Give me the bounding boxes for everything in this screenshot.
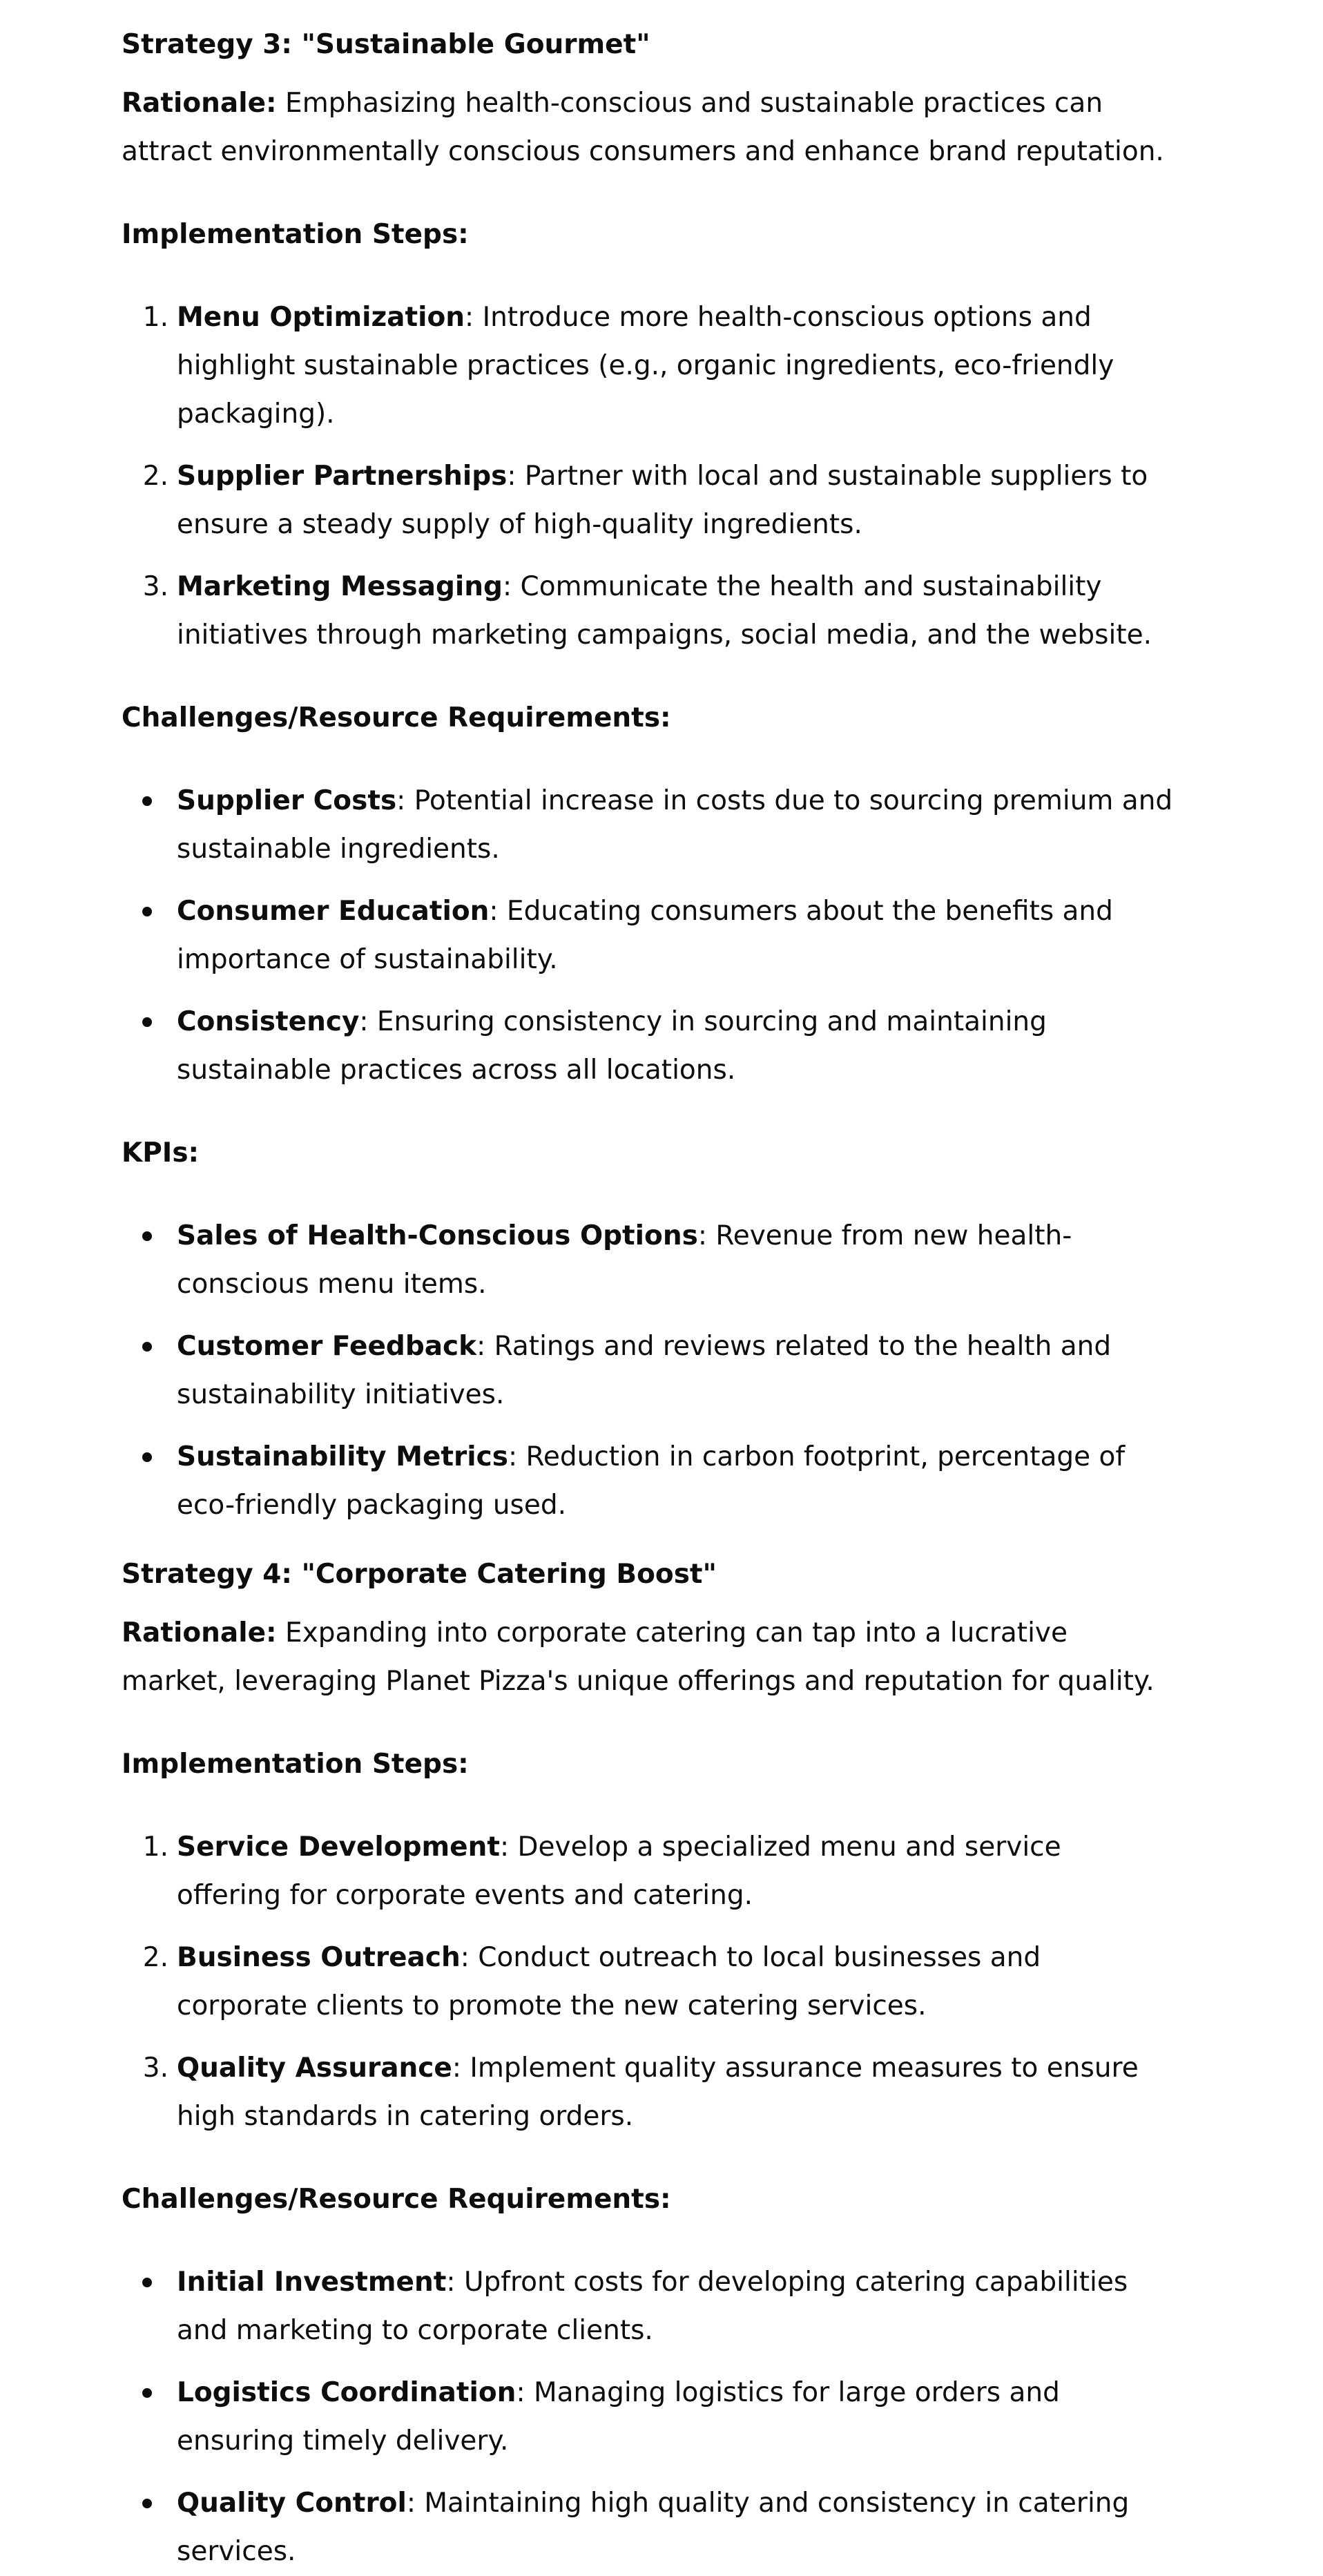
item-text: : Managing logistics for large orders and ensuring timely delivery. <box>177 2377 1060 2457</box>
list-item <box>177 2369 1174 2466</box>
strategy-4-challenges-heading: Challenges/Resource Requirements: <box>122 2184 671 2215</box>
list-item <box>142 1823 1174 1920</box>
strategy-4-title: Strategy 4: "Corporate Catering Boost" <box>122 1559 717 1590</box>
list-item <box>177 777 1174 874</box>
bullet-icon <box>142 1452 152 1462</box>
list-number: 2. <box>142 461 168 492</box>
strategy-3-implementation-list <box>122 294 1174 660</box>
item-term: Sustainability Metrics <box>177 1441 508 1472</box>
item-text: : Communicate the health and sustainability initiatives through marketing campaigns, social media, and the website. <box>177 571 1152 651</box>
list-item <box>177 1212 1174 1309</box>
item-text: : Educating consumers about the benefits and importance of sustainability. <box>177 896 1113 975</box>
list-item <box>142 563 1174 660</box>
list-item <box>142 294 1174 439</box>
strategy-3-rationale <box>122 79 1174 176</box>
rationale-text: Emphasizing health-conscious and sustainable practices can attract environmentally conscious consumers and enhance brand reputation. <box>122 88 1164 167</box>
item-text: : Reduction in carbon footprint, percentage of eco-friendly packaging used. <box>177 1441 1126 1521</box>
item-term: Supplier Partnerships <box>177 461 508 492</box>
item-term: Quality Control <box>177 2488 407 2519</box>
document-body <box>0 21 1174 2576</box>
strategy-3-challenges-list <box>122 777 1174 1095</box>
strategy-4-implementation-list <box>122 1823 1174 2141</box>
list-item <box>177 2258 1174 2355</box>
strategy-3-challenges-heading: Challenges/Resource Requirements: <box>122 702 671 733</box>
item-term: Business Outreach <box>177 1942 461 1973</box>
item-text: : Conduct outreach to local businesses and corporate clients to promote the new catering services. <box>177 1942 1041 2021</box>
bullet-icon <box>142 2499 152 2508</box>
item-term: Marketing Messaging <box>177 571 503 602</box>
list-number: 1. <box>142 1832 168 1863</box>
list-number: 1. <box>142 302 168 333</box>
item-term: Logistics Coordination <box>177 2377 516 2408</box>
item-text: : Partner with local and sustainable suppliers to ensure a steady supply of high-quality ingredients. <box>177 461 1148 540</box>
item-term: Menu Optimization <box>177 302 465 333</box>
list-number: 3. <box>142 571 168 602</box>
list-item <box>177 998 1174 1095</box>
list-item <box>177 1433 1174 1530</box>
item-text: : Ratings and reviews related to the health and sustainability initiatives. <box>177 1331 1112 1410</box>
item-term: Quality Assurance <box>177 2053 452 2084</box>
bullet-icon <box>142 1231 152 1241</box>
rationale-label: Rationale: <box>122 1617 277 1649</box>
strategy-4-implementation-heading: Implementation Steps: <box>122 1749 469 1780</box>
item-text: : Maintaining high quality and consistency in catering services. <box>177 2488 1130 2567</box>
bullet-icon <box>142 907 152 916</box>
bullet-icon <box>142 2388 152 2398</box>
strategy-3-implementation-heading: Implementation Steps: <box>122 219 469 250</box>
item-term: Consumer Education <box>177 896 490 927</box>
list-item <box>177 1323 1174 1419</box>
item-text: : Introduce more health-conscious options and highlight sustainable practices (e.g., organic ingredients, eco-friendly packaging). <box>177 302 1114 430</box>
item-term: Customer Feedback <box>177 1331 477 1362</box>
item-term: Initial Investment <box>177 2267 447 2298</box>
item-text: : Revenue from new health-conscious menu items. <box>177 1220 1072 1300</box>
bullet-icon <box>142 796 152 806</box>
item-term: Sales of Health-Conscious Options <box>177 1220 698 1251</box>
list-item <box>142 1934 1174 2030</box>
bullet-icon <box>142 2278 152 2287</box>
item-text: : Upfront costs for developing catering capabilities and marketing to corporate clients. <box>177 2267 1128 2346</box>
strategy-4-rationale <box>122 1609 1174 1706</box>
list-item <box>177 2479 1174 2576</box>
strategy-3-title: Strategy 3: "Sustainable Gourmet" <box>122 29 650 60</box>
item-text: : Implement quality assurance measures to ensure high standards in catering orders. <box>177 2053 1139 2132</box>
list-number: 2. <box>142 1942 168 1973</box>
rationale-text: Expanding into corporate catering can tap into a lucrative market, leveraging Planet Pizza's unique offerings and reputation for quality. <box>122 1617 1155 1697</box>
strategy-3-kpis-heading: KPIs: <box>122 1137 200 1169</box>
item-term: Consistency <box>177 1006 360 1037</box>
item-term: Supplier Costs <box>177 785 397 816</box>
bullet-icon <box>142 1017 152 1027</box>
item-text: : Ensuring consistency in sourcing and maintaining sustainable practices across all locations. <box>177 1006 1047 1086</box>
bullet-icon <box>142 1342 152 1352</box>
list-item <box>142 2044 1174 2141</box>
rationale-label: Rationale: <box>122 88 277 119</box>
list-number: 3. <box>142 2053 168 2084</box>
strategy-3-kpis-list <box>122 1212 1174 1530</box>
item-text: : Develop a specialized menu and service offering for corporate events and catering. <box>177 1832 1061 1911</box>
item-term: Service Development <box>177 1832 500 1863</box>
item-text: : Potential increase in costs due to sourcing premium and sustainable ingredients. <box>177 785 1173 865</box>
list-item <box>177 887 1174 984</box>
list-item <box>142 452 1174 549</box>
strategy-4-challenges-list <box>122 2258 1174 2576</box>
